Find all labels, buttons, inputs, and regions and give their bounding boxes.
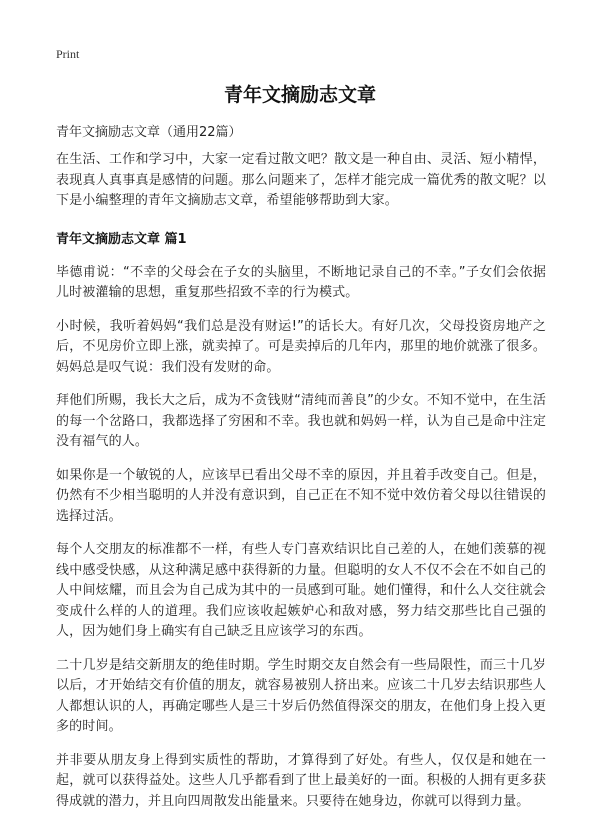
article-content [56, 150, 546, 825]
article-title: 青年文摘励志文章 [223, 84, 376, 106]
body-paragraph-4: 如果你是一个敏锐的人，应该早已看出父母不幸的原因，并且着手改变自己。但是，仍然有不少相当聪明的人并没有意识到，自己正在不知不觉中效仿着父母以往错误的选择过活。 [56, 467, 546, 524]
section-heading: 青年文摘励志文章 篇1 [56, 231, 187, 247]
body-paragraph-6: 二十几岁是结交新朋友的绝佳时期。学生时期交友自然会有一些局限性，而三十几岁以后，才开始结交有价值的朋友，就容易被别人挤出来。应该二十几岁去结识那些人人都想认识的人，再确定哪些人是三十岁后仍然值得深交的朋友，在他们身上投入更多的时间。 [56, 657, 546, 734]
print-link[interactable]: Print [56, 47, 80, 61]
intro-paragraph: 在生活、工作和学习中，大家一定看过散文吧？散文是一种自由、灵活、短小精悍，表现真人真事真是感情的问题。那么问题来了，怎样才能完成一篇优秀的散文呢？以下是小编整理的青年文摘励志文章，希望能够帮助到大家。 [56, 152, 546, 208]
body-paragraph-5: 每个人交朋友的标准都不一样，有些人专门喜欢结识比自己差的人，在她们羡慕的视线中感受快感，从这种满足感中获得新的力量。但聪明的女人不仅不会在不如自己的人中间炫耀，而且会为自己成为其中的一员感到可耻。她们懂得，和什么人交往就会变成什么样的人的道理。我们应该收起嫉妒心和敌对感，努力结交那些比自己强的人，因为她们身上确实有自己缺乏且应该学习的东西。 [56, 542, 546, 639]
body-paragraph-1: 毕德甫说：“不幸的父母会在子女的头脑里，不断地记录自己的不幸。”子女们会依据儿时被灌输的思想，重复那些招致不幸的行为模式。 [56, 264, 546, 300]
body-paragraph-2: 小时候，我听着妈妈“我们总是没有财运!”的话长大。有好几次，父母投资房地产之后，不见房价立即上涨，就卖掉了。可是卖掉后的几年内，那里的地价就涨了很多。妈妈总是叹气说：我们没有发财的命。 [56, 318, 546, 375]
body-paragraph-3: 拜他们所赐，我长大之后，成为不贪钱财“清纯而善良”的少女。不知不觉中，在生活的每一个岔路口，我都选择了穷困和不幸。我也就和妈妈一样，认为自己是命中注定没有福气的人。 [56, 393, 546, 449]
body-paragraph-7: 并非要从朋友身上得到实质性的帮助，才算得到了好处。有些人，仅仅是和她在一起，就可以获得益处。这些人几乎都看到了世上最美好的一面。积极的人拥有更多获得成就的潜力，并且向四周散发出能量来。只要待在她身边，你就可以得到力量。 [56, 752, 546, 809]
article-subtitle: 青年文摘励志文章（通用22篇） [56, 125, 242, 140]
